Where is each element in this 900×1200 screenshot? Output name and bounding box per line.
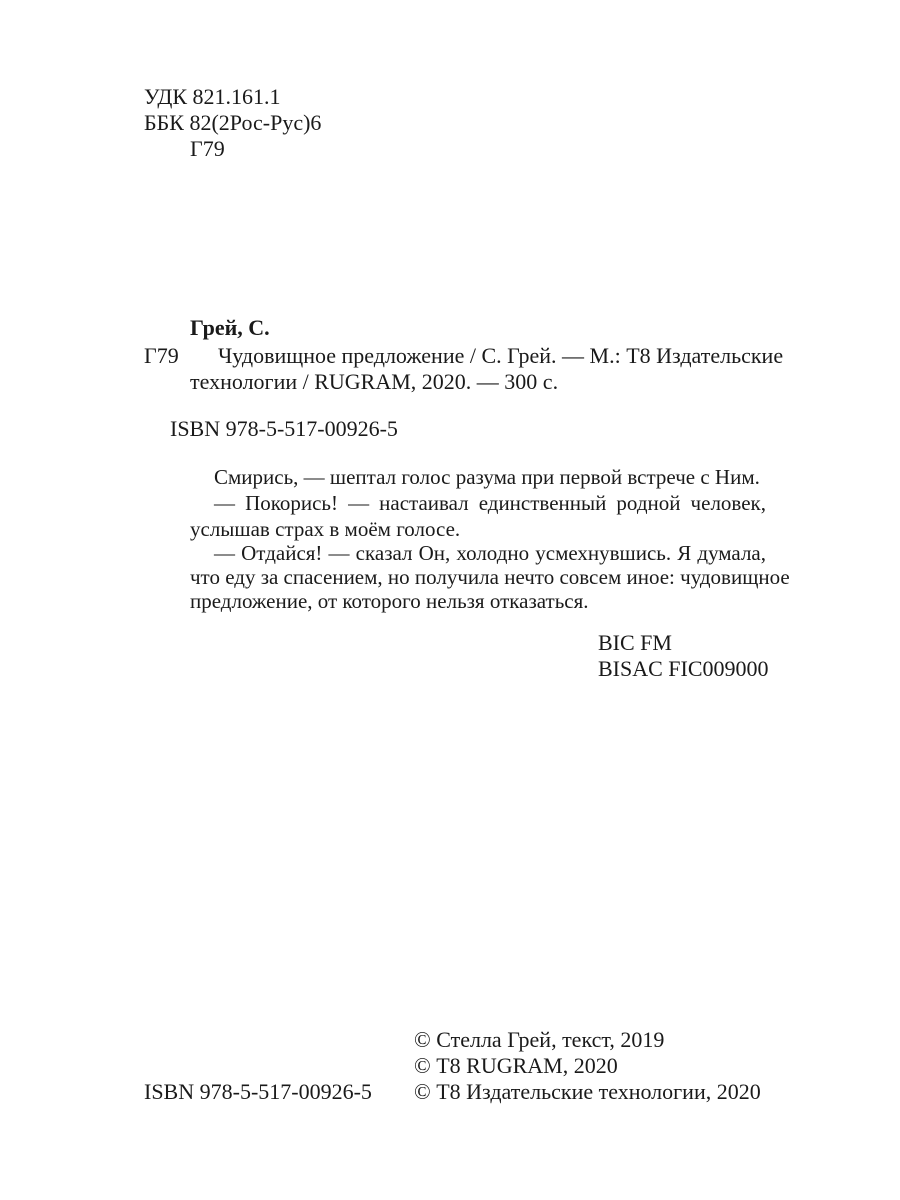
annotation-line: услышав страх в моём голосе. — [190, 517, 461, 541]
annotation-line: — Отдайся! — сказал Он, холодно усмехнувшись. Я думала, — [214, 541, 766, 565]
bbk-code: ББК 82(2Рос-Рус)6 — [144, 110, 322, 135]
author-mark: Г79 — [190, 136, 225, 161]
copyright-line: © Т8 RUGRAM, 2020 — [414, 1053, 618, 1078]
isbn-footer: ISBN 978-5-517-00926-5 — [144, 1079, 372, 1104]
isbn-record: ISBN 978-5-517-00926-5 — [170, 416, 398, 441]
annotation-line: что еду за спасением, но получила нечто совсем иное: чудовищное — [190, 565, 790, 589]
bisac-code: BISAC FIC009000 — [598, 656, 769, 681]
description-line-1: Чудовищное предложение / С. Грей. — М.: Т8 Издательские — [218, 343, 784, 368]
author-heading: Грей, С. — [190, 315, 270, 340]
description-line-2: технологии / RUGRAM, 2020. — 300 с. — [190, 369, 559, 394]
annotation-line: — Покорись! — настаивал единственный родной человек, — [214, 491, 766, 515]
annotation-line: предложение, от которого нельзя отказаться. — [190, 589, 589, 613]
bic-code: BIC FM — [598, 630, 672, 655]
copyright-line: © Т8 Издательские технологии, 2020 — [414, 1079, 761, 1104]
copyright-line: © Стелла Грей, текст, 2019 — [414, 1027, 665, 1052]
annotation-line: Смирись, — шептал голос разума при первой встрече с Ним. — [214, 465, 760, 489]
call-mark: Г79 — [144, 343, 179, 368]
udk-code: УДК 821.161.1 — [144, 84, 281, 109]
